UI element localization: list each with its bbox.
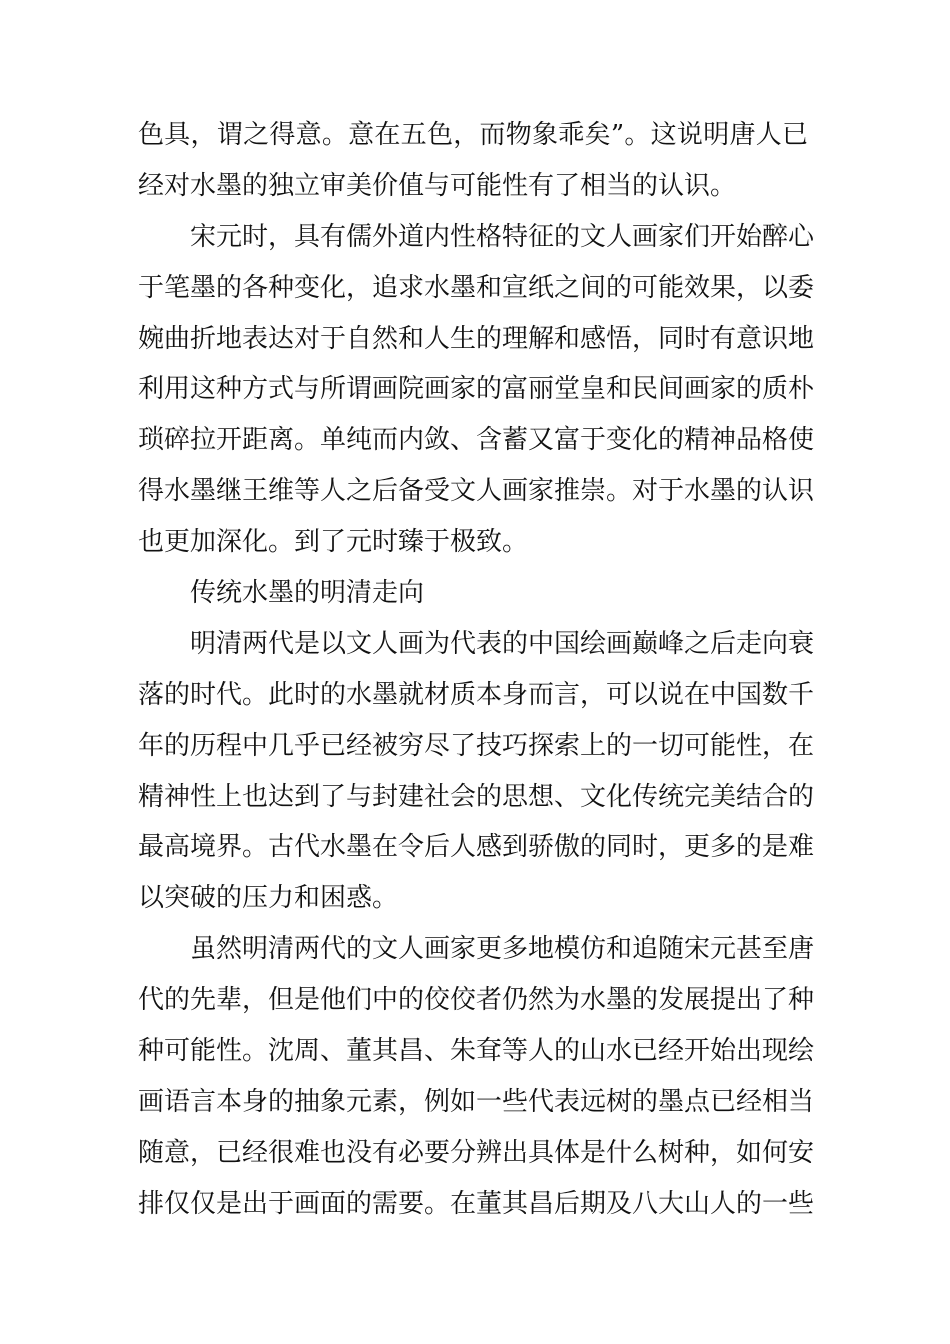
text-line: 经对水墨的独立审美价值与可能性有了相当的认识。 [138,170,737,201]
text-line: 以突破的压力和困惑。 [138,883,399,914]
text-line: 最高境界。古代水墨在令后人感到骄傲的同时，更多的是难 [138,832,815,863]
paragraph-3 [138,619,815,924]
text-line: 精神性上也达到了与封建社会的思想、文化传统完美结合的 [138,781,815,812]
body-text [138,110,815,1230]
heading-text: 传统水墨的明清走向 [190,578,425,609]
paragraph-1 [138,110,808,212]
text-line: 排仅仅是出于画面的需要。在董其昌后期及八大山人的一些 [138,1188,815,1219]
text-line: 色具，谓之得意。意在五色，而物象乖矣”。这说明唐人已 [138,120,808,150]
text-line: 虽然明清两代的文人画家更多地模仿和追随宋元甚至唐 [190,934,815,965]
section-heading [138,568,808,619]
text-line: 宋元时，具有儒外道内性格特征的文人画家们开始醉心 [190,221,815,252]
paragraph-4 [138,924,815,1229]
text-line: 于笔墨的各种变化，追求水墨和宣纸之间的可能效果，以委 [138,272,815,303]
text-line: 得水墨继王维等人之后备受文人画家推崇。对于水墨的认识 [138,476,815,507]
text-line: 画语言本身的抽象元素，例如一些代表远树的墨点已经相当 [138,1086,815,1117]
paragraph-2 [138,212,815,568]
text-line: 婉曲折地表达对于自然和人生的理解和感悟，同时有意识地 [138,323,815,354]
text-line: 种可能性。沈周、董其昌、朱耷等人的山水已经开始出现绘 [138,1036,815,1067]
text-line: 利用这种方式与所谓画院画家的富丽堂皇和民间画家的质朴 [138,374,815,405]
text-line: 随意，已经很难也没有必要分辨出具体是什么树种，如何安 [138,1137,815,1168]
text-line: 也更加深化。到了元时臻于极致。 [138,527,529,558]
text-line: 年的历程中几乎已经被穷尽了技巧探索上的一切可能性，在 [138,730,815,761]
text-line: 明清两代是以文人画为代表的中国绘画巅峰之后走向衰 [190,628,815,659]
text-line: 琐碎拉开距离。单纯而内敛、含蓄又富于变化的精神品格使 [138,425,815,456]
text-line: 落的时代。此时的水墨就材质本身而言，可以说在中国数千 [138,679,815,710]
text-line: 代的先辈，但是他们中的佼佼者仍然为水墨的发展提出了种 [138,985,815,1016]
